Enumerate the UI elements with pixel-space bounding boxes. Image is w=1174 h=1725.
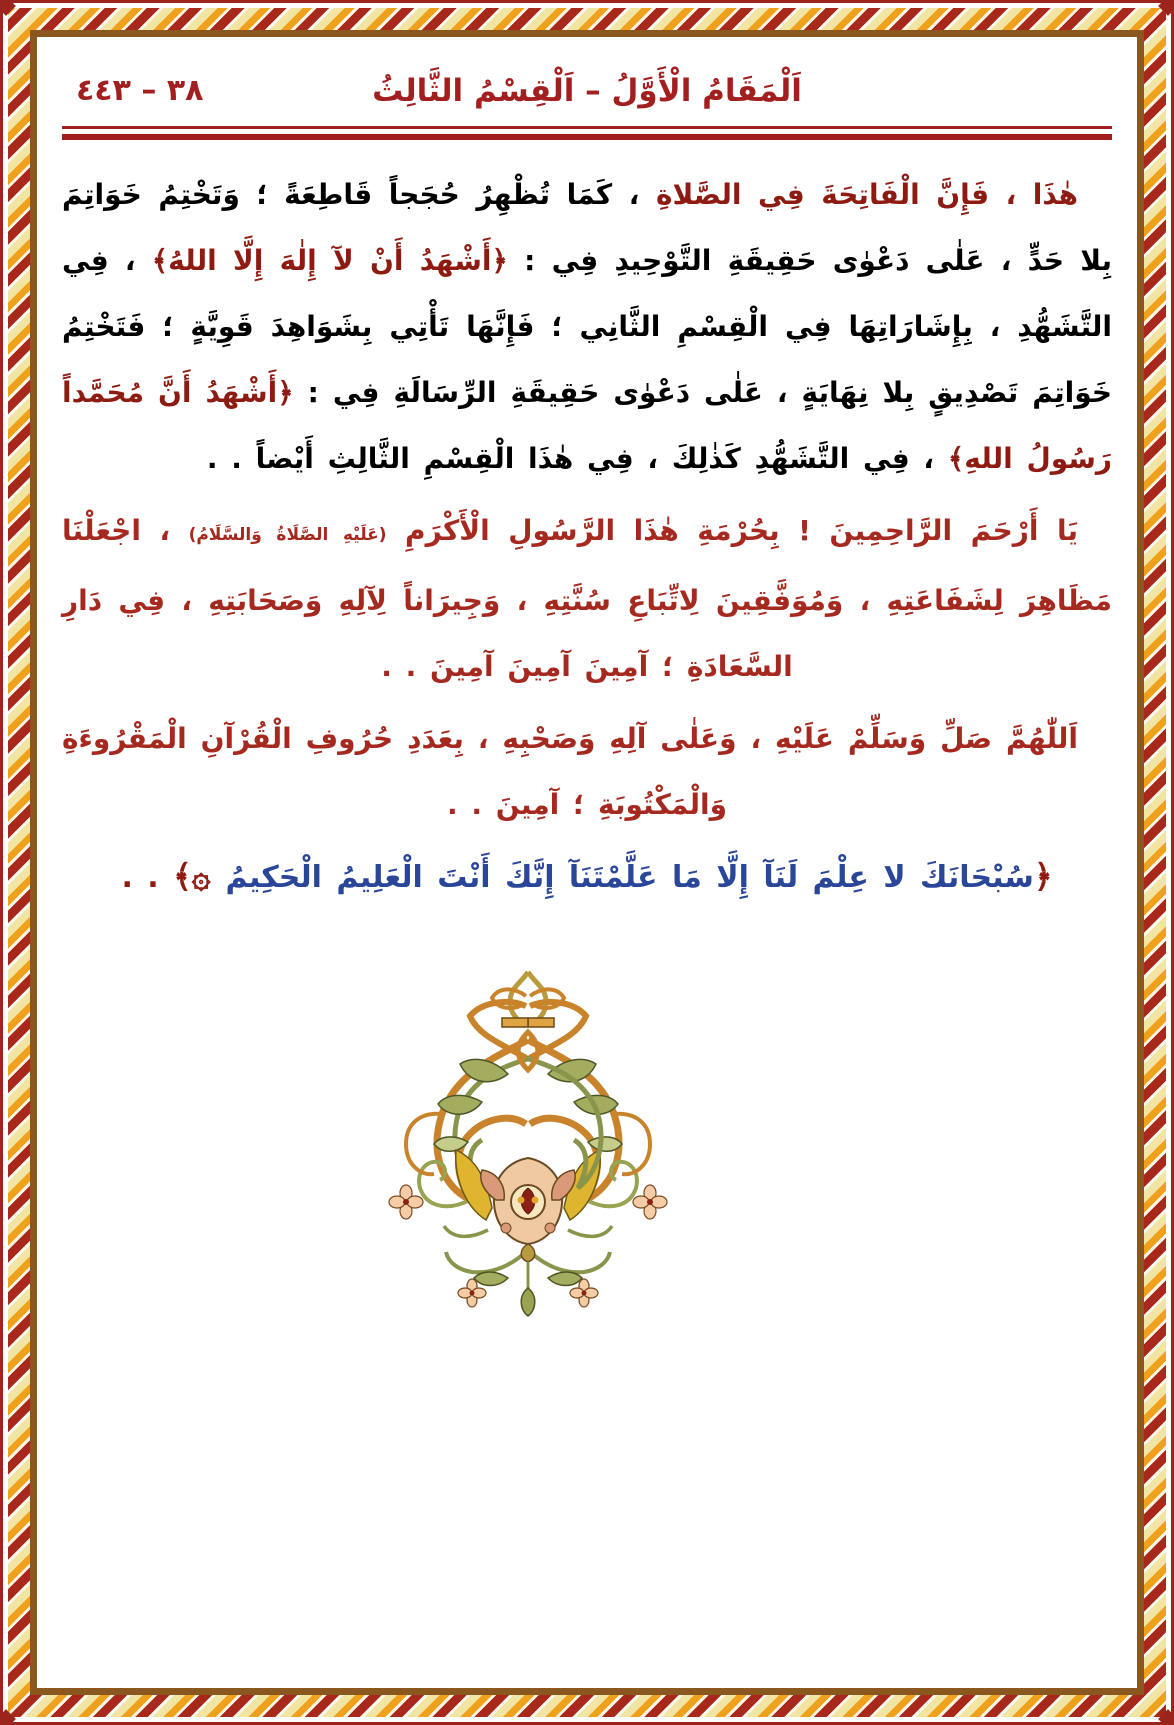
- header-rule-thick: [62, 134, 1112, 140]
- page-content: [36, 36, 1138, 1689]
- paragraph-supplication-1: [62, 498, 1112, 700]
- text-segment: . .: [121, 860, 174, 895]
- text-segment: هٰذَا ، فَإِنَّ الْفَاتِحَةَ فِي الصَّلاةِ: [655, 178, 1078, 211]
- paragraph-supplication-2: [62, 706, 1112, 838]
- text-segment: ۞﴾: [173, 858, 226, 895]
- text-segment: ، اجْعَلْنَا مَظَاهِرَ لِشَفَاعَتِهِ ، وَمُوَفَّقِينَ لِاتِّبَاعِ سُنَّتِهِ ، وَجِيرَاناً لِآلِهِ وَصَحَابَتِهِ ، فِي دَارِ السَّعَادَةِ ؛ آمِينَ آمِينَ آمِينَ . .: [62, 514, 1112, 683]
- chapter-title: اَلْمَقَامُ الْأَوَّلُ – اَلْقِسْمُ الثَّالِثُ: [372, 73, 802, 109]
- page-number: ٣٨ – ٤٤٣: [76, 73, 204, 108]
- text-segment: ﴿أَشْهَدُ أَنْ لآ إِلٰهَ إِلَّا اللهُ﴾: [151, 244, 508, 277]
- text-segment: اَللّٰهُمَّ صَلِّ وَسَلِّمْ عَلَيْهِ ، وَعَلٰى آلِهِ وَصَحْبِهِ ، بِعَدَدِ حُرُوفِ الْقُرْآنِ الْمَقْرُوءَةِ وَالْمَكْتُوبَةِ ؛ آمِينَ . .: [62, 722, 1078, 821]
- paragraph-doctrine: [62, 162, 1112, 492]
- quran-verse: [62, 844, 1112, 911]
- floral-arabesque-ornament: [378, 962, 678, 1334]
- text-segment: ، كَمَا تُظْهِرُ حُجَجاً قَاطِعَةً ؛ وَتَخْتِمُ خَوَاتِمَ بِلا حَدٍّ ، عَلٰى دَعْوٰى حَقِيقَةِ التَّوْحِيدِ فِي :: [62, 178, 1113, 277]
- page-header: [62, 62, 1112, 120]
- body-text: [62, 162, 1112, 911]
- text-segment: (عَلَيْهِ الصَّلَاةُ وَالسَّلَامُ): [188, 525, 387, 545]
- header-rule-thin: [62, 126, 1112, 129]
- text-segment: سُبْحَانَكَ لا عِلْمَ لَنَآ إِلَّا مَا عَلَّمْتَنَآ إِنَّكَ أَنْتَ الْعَلِيمُ الْحَكِيمُ: [225, 860, 1034, 895]
- text-segment: ﴿أَشْهَدُ أَنَّ مُحَمَّداً رَسُولُ اللهِ﴾: [62, 376, 1112, 475]
- text-segment: يَا أَرْحَمَ الرَّاحِمِينَ ! بِحُرْمَةِ هٰذَا الرَّسُولِ الْأَكْرَمِ: [386, 514, 1078, 547]
- text-segment: ﴿: [1033, 858, 1053, 895]
- text-segment: ، فِي التَّشَهُّدِ كَذٰلِكَ ، فِي هٰذَا الْقِسْمِ الثَّالِثِ أَيْضاً . .: [206, 442, 948, 475]
- text-segment: ، فِي التَّشَهُّدِ ، بِإِشَارَاتِهَا فِي الْقِسْمِ الثَّانِي ؛ فَإِنَّهَا تَأْتِي بِشَوَاهِدَ قَوِيَّةٍ ؛ فَتَخْتِمُ خَوَاتِمَ تَصْدِيقٍ بِلا نِهَايَةٍ ، عَلٰى دَعْوٰى حَقِيقَةِ الرِّسَالَةِ فِي :: [62, 244, 1112, 409]
